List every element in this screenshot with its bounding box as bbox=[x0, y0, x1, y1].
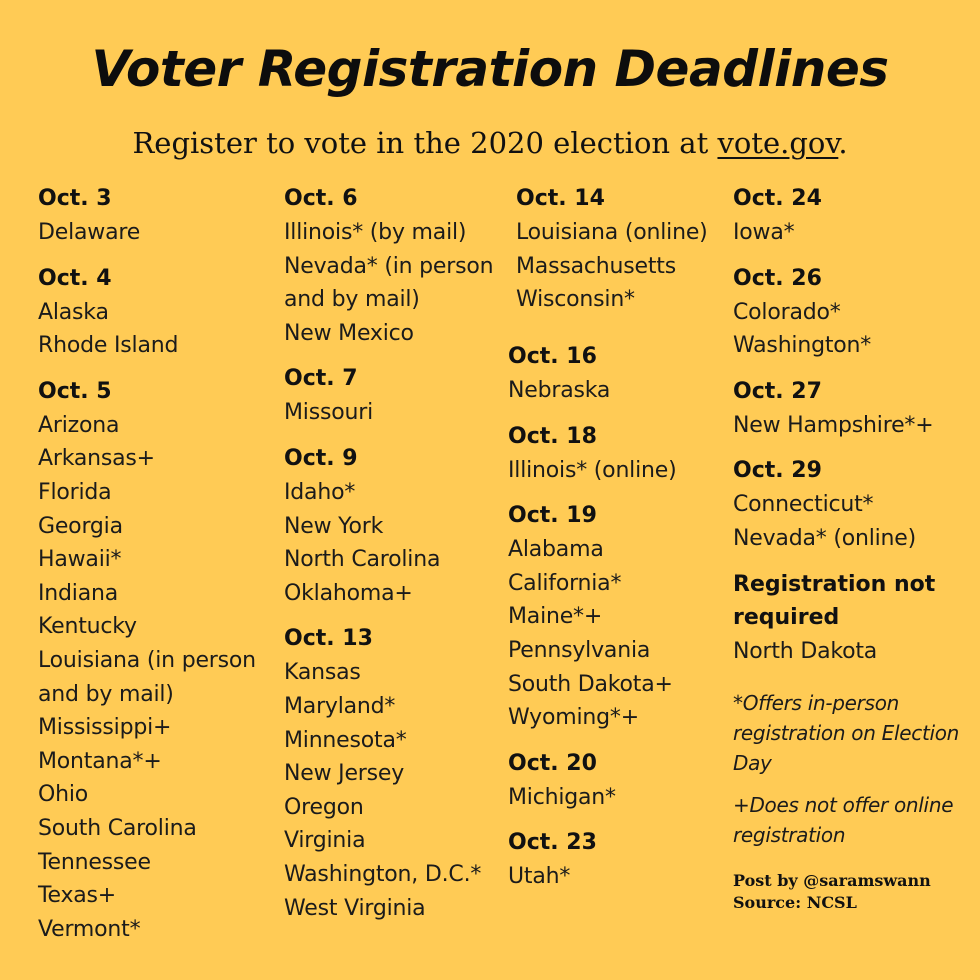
state-entry: Idaho* bbox=[284, 479, 356, 505]
deadline-date: Oct. 29 bbox=[733, 458, 822, 484]
deadline-date: Oct. 19 bbox=[508, 503, 597, 529]
state-entry: Alabama bbox=[508, 537, 604, 563]
deadline-group bbox=[38, 262, 278, 363]
state-entry: Delaware bbox=[38, 220, 141, 245]
vote-gov-link[interactable]: vote.gov bbox=[717, 126, 839, 160]
state-entry: Maryland* bbox=[284, 693, 396, 719]
state-entry: Minnesota* bbox=[284, 727, 407, 753]
state-entry: Utah* bbox=[508, 864, 571, 890]
state-entry: Washington* bbox=[733, 333, 872, 359]
state-entry: Massachusetts bbox=[516, 253, 676, 279]
state-entry: South Carolina bbox=[38, 815, 197, 841]
subtitle bbox=[0, 126, 980, 160]
state-entry: Alaska bbox=[38, 299, 109, 325]
deadline-date: Oct. 4 bbox=[38, 265, 112, 291]
state-entry: Texas+ bbox=[38, 883, 117, 909]
state-entry: Hawaii* bbox=[38, 547, 122, 573]
state-entry: New Mexico bbox=[284, 320, 414, 346]
column-4-groups bbox=[733, 182, 973, 556]
state-entry: Nevada* (online) bbox=[733, 525, 917, 551]
deadline-date: Oct. 14 bbox=[516, 186, 605, 211]
deadline-date: Oct. 23 bbox=[508, 830, 597, 856]
state-entry: Ohio bbox=[38, 782, 89, 808]
deadline-date: Oct. 27 bbox=[733, 378, 822, 404]
not-required-heading: Registration not required bbox=[733, 571, 936, 631]
deadline-group bbox=[733, 182, 973, 250]
deadline-date: Oct. 5 bbox=[38, 378, 112, 404]
state-entry: Washington, D.C.* bbox=[284, 861, 482, 887]
column-4 bbox=[733, 182, 973, 914]
asterisk-note: *Offers in-person registration on Election Day bbox=[733, 691, 960, 776]
deadline-date: Oct. 20 bbox=[508, 750, 597, 776]
state-entry: Arizona bbox=[38, 412, 120, 438]
state-entry: Florida bbox=[38, 479, 112, 505]
not-required-group bbox=[733, 568, 973, 669]
state-entry: Maine*+ bbox=[508, 604, 603, 630]
state-entry: California* bbox=[508, 570, 622, 596]
column-3-bottom bbox=[508, 340, 718, 906]
state-entry: North Dakota bbox=[733, 638, 878, 664]
state-entry: Colorado* bbox=[733, 299, 841, 325]
page-title: Voter Registration Deadlines bbox=[91, 40, 889, 98]
state-entry: Wisconsin* bbox=[516, 287, 635, 313]
state-entry: New Hampshire*+ bbox=[733, 412, 934, 438]
state-entry: West Virginia bbox=[284, 895, 426, 921]
state-entry: Missouri bbox=[284, 400, 373, 426]
column-3-top bbox=[516, 182, 716, 329]
state-entry: Pennsylvania bbox=[508, 637, 651, 663]
state-entry: Kentucky bbox=[38, 614, 137, 640]
state-entry: Iowa* bbox=[733, 220, 795, 245]
deadline-group bbox=[508, 420, 718, 488]
state-entry: Oregon bbox=[284, 794, 364, 820]
state-entry: Wyoming*+ bbox=[508, 705, 639, 731]
deadline-group bbox=[733, 262, 973, 363]
deadline-date: Oct. 3 bbox=[38, 186, 112, 211]
state-entry: Georgia bbox=[38, 513, 123, 539]
deadline-date: Oct. 9 bbox=[284, 445, 358, 471]
state-entry: North Carolina bbox=[284, 547, 441, 573]
state-entry: New York bbox=[284, 513, 384, 539]
deadline-group bbox=[284, 362, 504, 430]
state-entry: Connecticut* bbox=[733, 492, 874, 518]
state-entry: Arkansas+ bbox=[38, 446, 155, 472]
subtitle-suffix: . bbox=[838, 126, 848, 160]
deadline-group bbox=[508, 747, 718, 815]
state-entry: Virginia bbox=[284, 828, 366, 854]
column-1 bbox=[38, 182, 278, 958]
plus-note: +Does not offer online registration bbox=[733, 793, 954, 848]
state-entry: New Jersey bbox=[284, 761, 405, 787]
deadline-date: Oct. 24 bbox=[733, 186, 822, 211]
credit bbox=[733, 870, 973, 914]
deadline-date: Oct. 7 bbox=[284, 366, 358, 392]
state-entry: Nebraska bbox=[508, 378, 611, 403]
state-entry: Mississippi+ bbox=[38, 715, 172, 741]
state-entry: Michigan* bbox=[508, 784, 616, 810]
state-entry: Tennessee bbox=[38, 849, 151, 875]
deadline-date: Oct. 6 bbox=[284, 186, 358, 211]
deadline-group bbox=[38, 375, 278, 947]
state-entry: Louisiana (online) bbox=[516, 220, 708, 245]
deadline-group bbox=[733, 454, 973, 555]
deadline-group bbox=[508, 340, 718, 408]
state-entry: Kansas bbox=[284, 660, 361, 686]
deadline-group bbox=[508, 826, 718, 894]
column-2 bbox=[284, 182, 504, 937]
deadline-date: Oct. 16 bbox=[508, 344, 597, 369]
state-entry: Vermont* bbox=[38, 916, 141, 942]
deadline-group bbox=[516, 182, 716, 317]
deadline-group bbox=[284, 182, 504, 350]
source-credit: Source: NCSL bbox=[733, 893, 857, 913]
deadline-group bbox=[38, 182, 278, 250]
post-credit: Post by @saramswann bbox=[733, 871, 931, 891]
state-entry: Indiana bbox=[38, 580, 119, 606]
deadline-group bbox=[284, 442, 504, 610]
deadline-group bbox=[733, 375, 973, 443]
deadline-date: Oct. 13 bbox=[284, 626, 373, 652]
subtitle-prefix: Register to vote in the 2020 election at bbox=[132, 126, 718, 160]
state-entry: Louisiana (in person and by mail) bbox=[38, 647, 256, 707]
deadline-date: Oct. 18 bbox=[508, 423, 597, 449]
deadline-group bbox=[284, 622, 504, 925]
state-entry: Nevada* (in person and by mail) bbox=[284, 253, 494, 313]
state-entry: South Dakota+ bbox=[508, 671, 673, 697]
state-entry: Illinois* (by mail) bbox=[284, 220, 467, 245]
state-entry: Montana*+ bbox=[38, 748, 162, 774]
state-entry: Rhode Island bbox=[38, 333, 179, 359]
state-entry: Illinois* (online) bbox=[508, 457, 677, 483]
state-entry: Oklahoma+ bbox=[284, 580, 413, 606]
deadline-group bbox=[508, 499, 718, 735]
deadline-date: Oct. 26 bbox=[733, 265, 822, 291]
